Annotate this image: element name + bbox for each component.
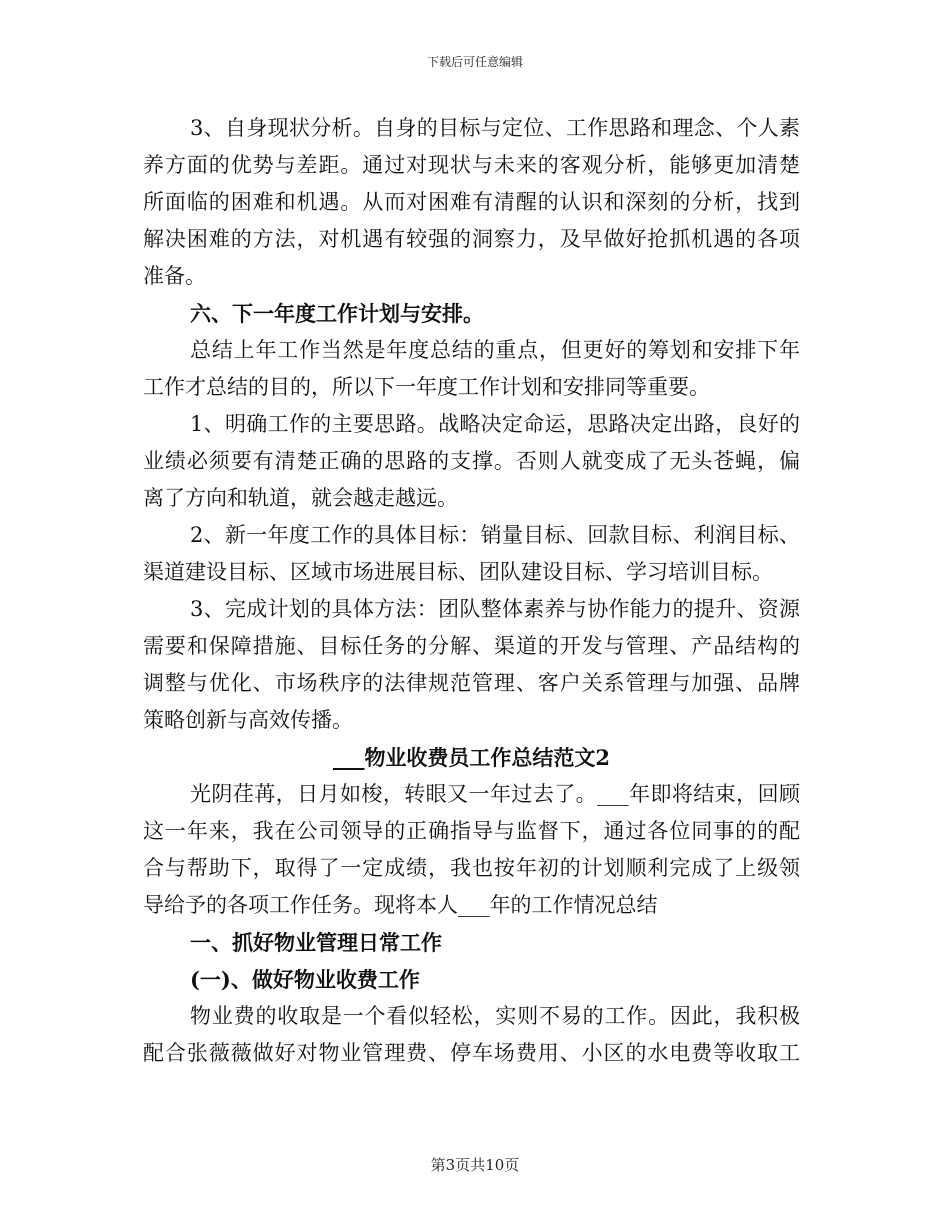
text-line: 业绩必须要有清楚正确的思路的支撑。否则人就变成了无头苍蝇，偏 bbox=[143, 449, 800, 473]
text-line: 准备。 bbox=[143, 264, 206, 288]
paragraph bbox=[143, 998, 800, 1072]
text-line: 总结上年工作当然是年度总结的重点，但更好的筹划和安排下年 bbox=[190, 338, 800, 362]
text-line: 解决困难的方法，对机遇有较强的洞察力，及早做好抢抓机遇的各项 bbox=[143, 227, 800, 251]
heading bbox=[143, 961, 800, 998]
heading bbox=[143, 295, 800, 332]
text-line: 所面临的困难和机遇。从而对困难有清醒的认识和深刻的分析，找到 bbox=[143, 190, 800, 214]
text-line: 这一年来，我在公司领导的正确指导与监督下，通过各位同事的的配 bbox=[143, 819, 800, 843]
text-line: 物业费的收取是一个看似轻松，实则不易的工作。因此，我积极 bbox=[190, 1004, 800, 1028]
text-line: (一)、做好物业收费工作 bbox=[190, 967, 420, 992]
paragraph bbox=[143, 332, 800, 406]
text-line: 六、下一年度工作计划与安排。 bbox=[190, 301, 484, 326]
text-line: 离了方向和轨道，就会越走越远。 bbox=[143, 486, 458, 510]
text-line: 导给予的各项工作任务。现将本人___年的工作情况总结 bbox=[143, 893, 658, 917]
text-line: 1、明确工作的主要思路。战略决定命运，思路决定出路，良好的 bbox=[190, 412, 800, 436]
text-line: 渠道建设目标、区域市场进展目标、团队建设目标、学习培训目标。 bbox=[143, 560, 773, 584]
text-line: 调整与优化、市场秩序的法律规范管理、客户关系管理与加强、品牌 bbox=[143, 671, 800, 695]
text-line: 工作才总结的目的，所以下一年度工作计划和安排同等重要。 bbox=[143, 375, 710, 399]
text-line: 2、新一年度工作的具体目标：销量目标、回款目标、利润目标、 bbox=[190, 523, 800, 547]
paragraph bbox=[143, 776, 800, 924]
text-line: 策略创新与高效传播。 bbox=[143, 708, 353, 732]
page-header: 下载后可任意编辑 bbox=[426, 55, 523, 69]
document-body bbox=[143, 110, 800, 1072]
text-line: 3、自身现状分析。自身的目标与定位、工作思路和理念、个人素 bbox=[190, 116, 800, 140]
paragraph bbox=[143, 517, 800, 591]
text-line: ___物业收费员工作总结范文2 bbox=[332, 745, 611, 770]
text-line: 3、完成计划的具体方法：团队整体素养与协作能力的提升、资源 bbox=[190, 597, 800, 621]
paragraph bbox=[143, 110, 800, 295]
page-footer: 第3页共10页 bbox=[430, 1156, 520, 1174]
text-line: 配合张薇薇做好对物业管理费、停车场费用、小区的水电费等收取工 bbox=[143, 1041, 800, 1065]
paragraph bbox=[143, 591, 800, 739]
text-line: 一、抓好物业管理日常工作 bbox=[190, 930, 442, 955]
text-line: 合与帮助下，取得了一定成绩，我也按年初的计划顺利完成了上级领 bbox=[143, 856, 800, 880]
text-line: 需要和保障措施、目标任务的分解、渠道的开发与管理、产品结构的 bbox=[143, 634, 800, 658]
heading bbox=[143, 924, 800, 961]
section-title bbox=[143, 739, 800, 776]
text-line: 养方面的优势与差距。通过对现状与未来的客观分析，能够更加清楚 bbox=[143, 153, 800, 177]
paragraph bbox=[143, 406, 800, 517]
text-line: 光阴荏苒，日月如梭，转眼又一年过去了。___年即将结束，回顾 bbox=[190, 782, 800, 806]
